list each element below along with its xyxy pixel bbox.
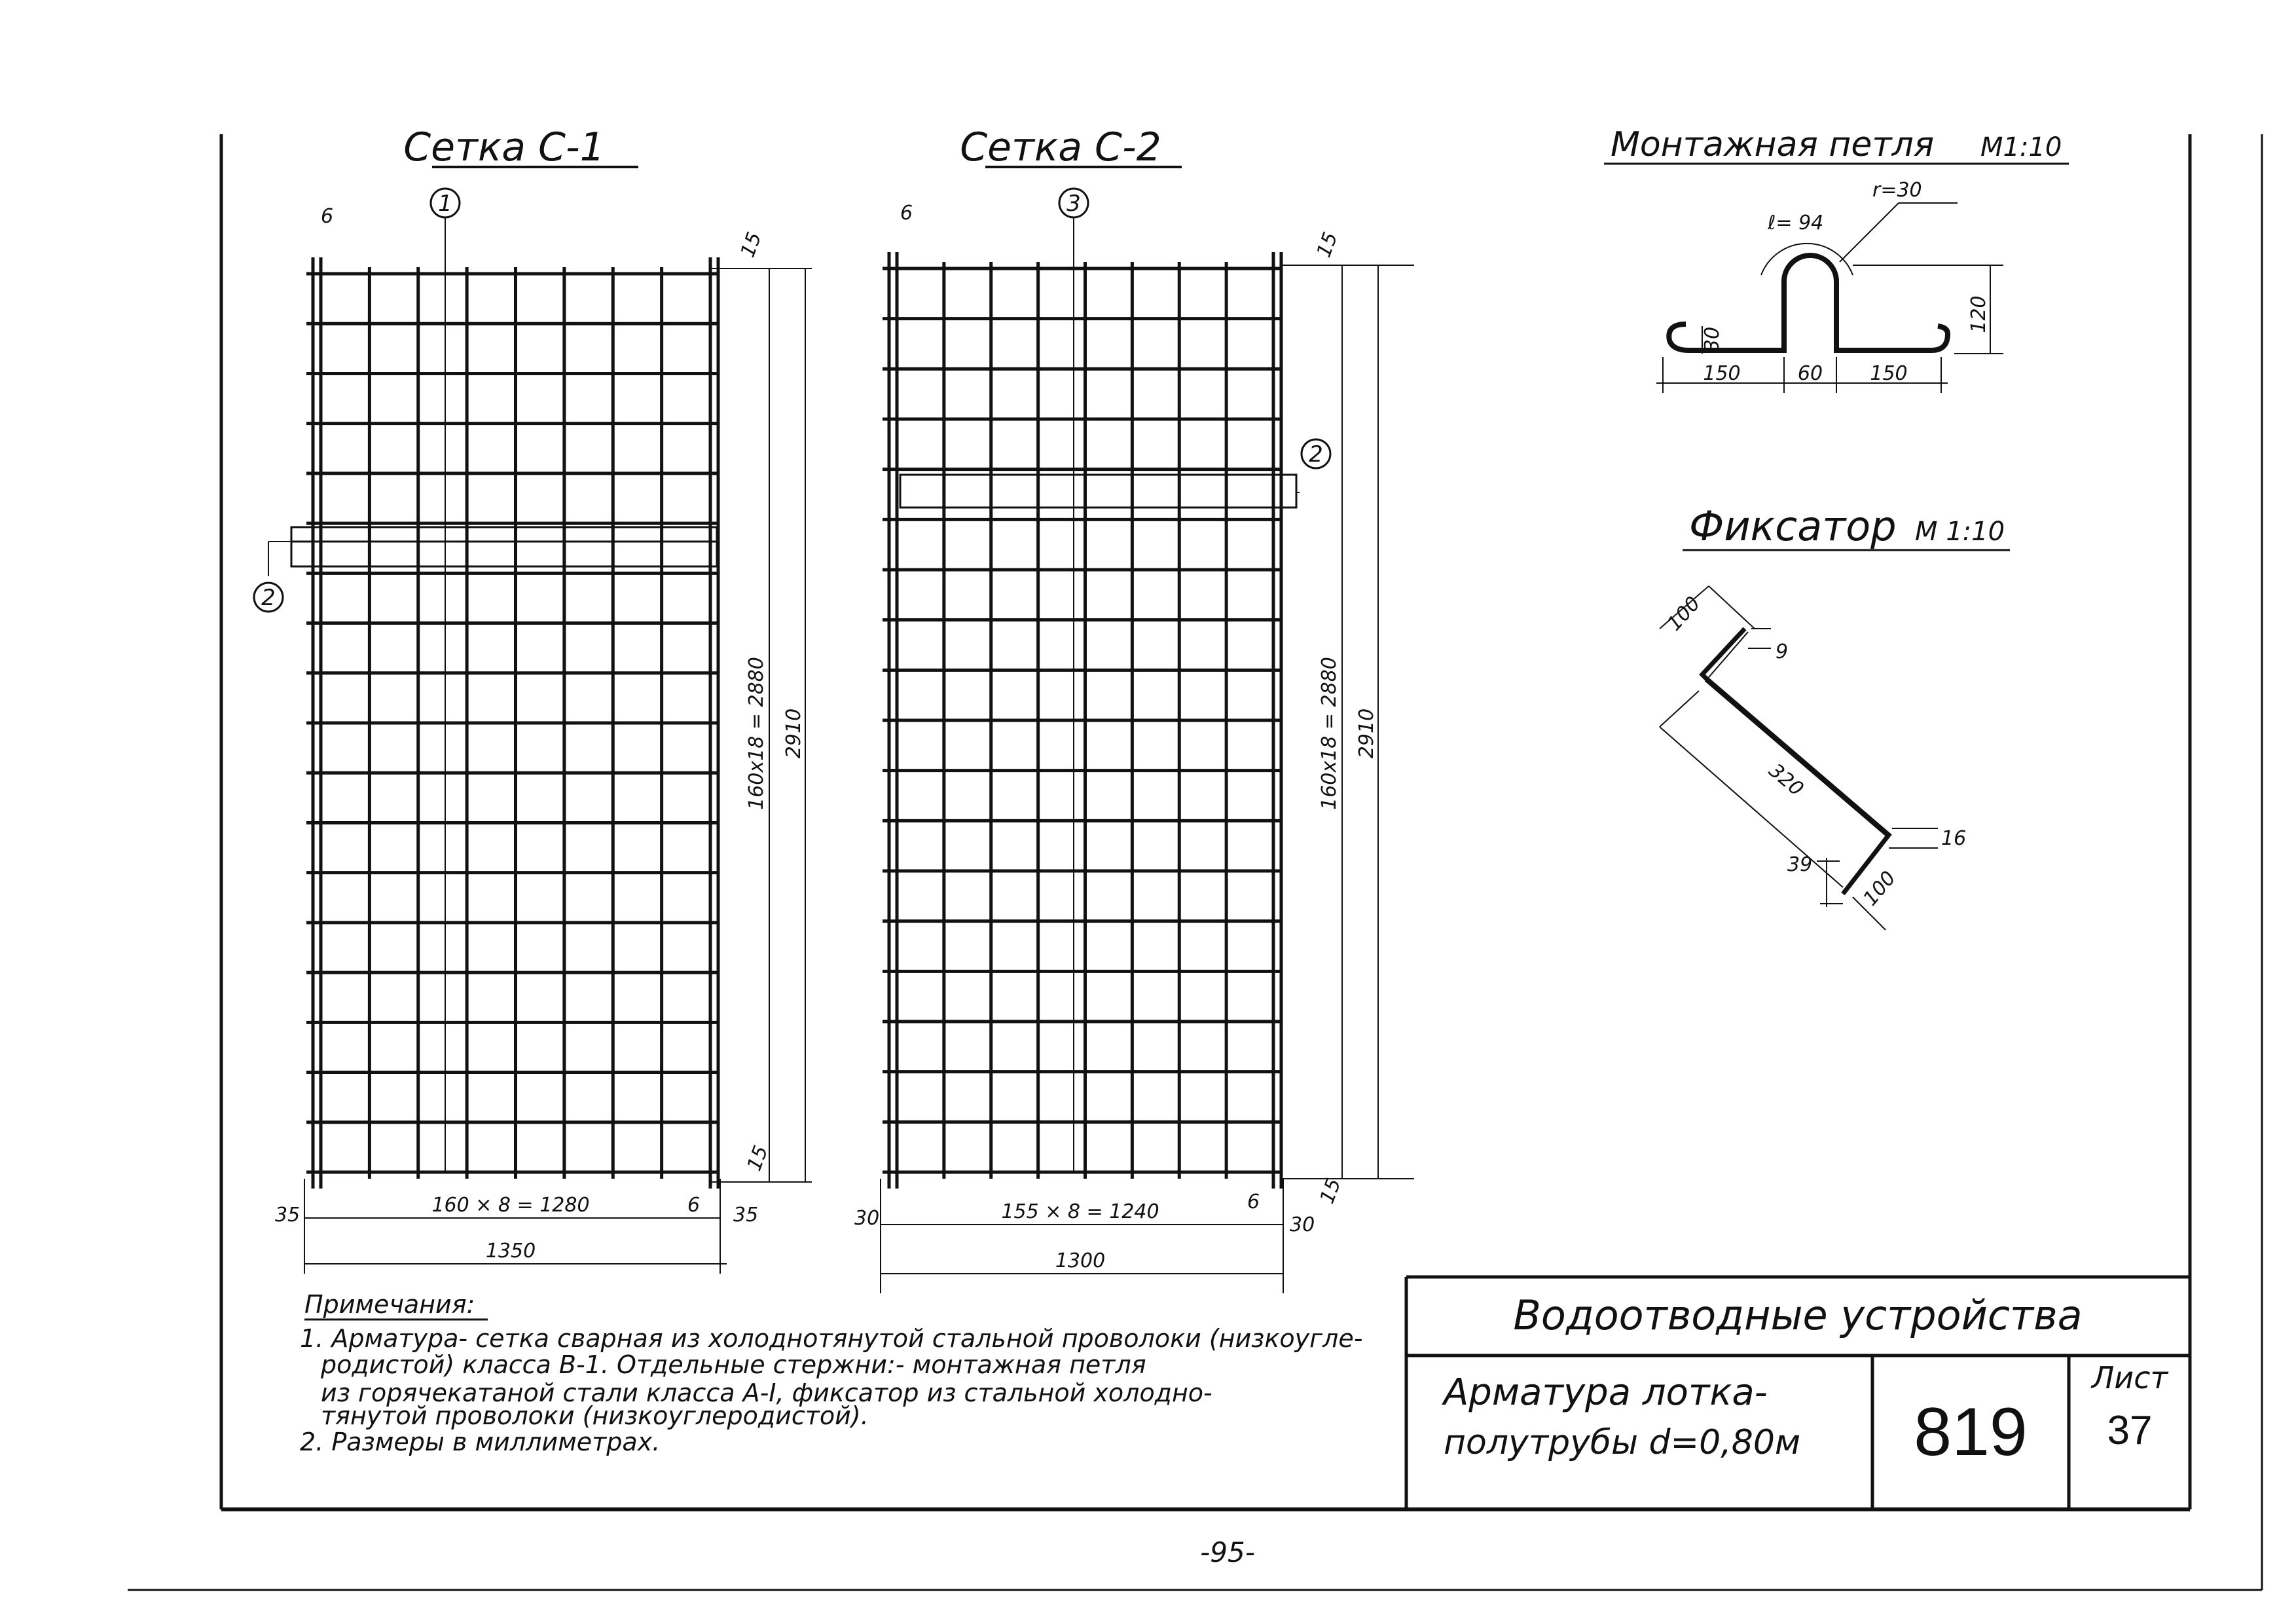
fixator-dim-bottom-bend: 16 <box>1941 827 1967 850</box>
fixator-dim-diagonal: 320 <box>1764 759 1808 801</box>
mesh-c1-dim-left-margin: 35 <box>275 1204 301 1227</box>
mesh-c1-title: Сетка С-1 <box>403 124 605 170</box>
mesh-c2-distributor-marker-label: 2 <box>1309 441 1323 468</box>
mesh-c1-dim-top-offset: 15 <box>736 229 767 261</box>
fixator-drawing <box>1660 502 2010 930</box>
mesh-c1-bar-marker-label: 1 <box>438 191 452 217</box>
fixator-scale: М 1:10 <box>1915 517 2005 547</box>
title-block-sheet-label: Лист <box>2091 1360 2168 1395</box>
mounting-loop-dim-length: ℓ= 94 <box>1768 212 1824 234</box>
mesh-c2-dim-horizontal-total: 1300 <box>1055 1249 1106 1272</box>
title-block-heading: Водоотводные устройства <box>1513 1291 2083 1339</box>
mounting-loop-dim-height: 120 <box>1967 295 1990 333</box>
mesh-c2-dim-bottom-offset: 15 <box>1315 1175 1346 1207</box>
title-block-doc-number: 819 <box>1914 1394 2028 1470</box>
notes-line-5: 2. Размеры в миллиметрах. <box>300 1428 661 1456</box>
mounting-loop-title: Монтажная петля <box>1611 125 1935 164</box>
fixator-dim-top-leg: 100 <box>1662 592 1705 636</box>
mounting-loop-dim-radius: r=30 <box>1872 179 1922 202</box>
notes-line-4: тянутой проволоки (низкоуглеродистой). <box>321 1401 869 1430</box>
mounting-loop-dim-left: 150 <box>1703 362 1741 385</box>
mesh-c1-grid <box>306 257 718 1189</box>
mesh-c1-dim-top-edge: 6 <box>321 205 334 228</box>
title-block <box>1406 1277 2190 1509</box>
mesh-c1-dim-horizontal-inner: 160 × 8 = 1280 <box>431 1194 590 1217</box>
page-number: -95- <box>1200 1536 1255 1568</box>
mesh-c2-dim-left-margin: 30 <box>854 1207 880 1230</box>
mesh-c1-dim-right-gap: 6 <box>687 1194 701 1217</box>
mesh-c2-drawing <box>854 124 1414 1293</box>
fixator-title: Фиксатор <box>1689 502 1897 550</box>
notes-line-3: из горячекатаной стали класса А-I, фиксатор из стальной холодно- <box>321 1378 1212 1407</box>
fixator-dim-top-bend: 9 <box>1776 640 1789 663</box>
mesh-c1-dim-horizontal-total: 1350 <box>485 1240 536 1263</box>
mesh-c1-dim-right-margin: 35 <box>733 1204 759 1227</box>
title-block-name-line-2: полутрубы d=0,80м <box>1444 1423 1801 1462</box>
mesh-c2-dim-horizontal-inner: 155 × 8 = 1240 <box>1001 1200 1159 1223</box>
mesh-c1-dim-vertical-total: 2910 <box>782 708 805 759</box>
title-block-name-line-1: Арматура лотка- <box>1444 1371 1768 1414</box>
mesh-c1-distributor-marker-label: 2 <box>261 585 276 611</box>
mesh-c2-dim-top-offset: 15 <box>1312 229 1343 261</box>
title-block-sheet-number: 37 <box>2107 1408 2153 1453</box>
mesh-c2-grid <box>883 252 1281 1189</box>
notes-line-1: 1. Арматура- сетка сварная из холоднотянутой стальной проволоки (низкоугле- <box>300 1324 1363 1353</box>
mesh-c1-dim-vertical-inner: 160х18 = 2880 <box>745 657 768 810</box>
mounting-loop-dim-mid: 60 <box>1797 362 1823 385</box>
mesh-c1-drawing <box>254 124 812 1274</box>
mesh-c2-dim-right-gap: 6 <box>1247 1190 1260 1213</box>
mounting-loop-scale: М1:10 <box>1980 132 2062 162</box>
fixator-dim-bottom-leg: 100 <box>1859 866 1901 911</box>
mesh-c2-title: Сетка С-2 <box>960 124 1161 170</box>
mounting-loop-dim-hook: 30 <box>1701 326 1724 352</box>
mesh-c2-bar-marker-label: 3 <box>1066 191 1081 217</box>
notes-heading: Примечания: <box>304 1290 475 1319</box>
mesh-c2-dim-vertical-inner: 160х18 = 2880 <box>1318 657 1341 810</box>
mesh-c2-dim-vertical-total: 2910 <box>1355 708 1378 759</box>
mesh-c2-dim-right-margin: 30 <box>1290 1213 1315 1236</box>
mounting-loop-dim-right: 150 <box>1870 362 1908 385</box>
mesh-c2-dim-top-edge: 6 <box>900 202 913 225</box>
notes-line-2: родистой) класса В-1. Отдельные стержни:- монтажная петля <box>321 1350 1146 1379</box>
fixator-dim-bottom-height: 39 <box>1787 853 1813 876</box>
mesh-c1-dim-bottom-offset: 15 <box>742 1142 773 1174</box>
mounting-loop-drawing <box>1604 125 2069 393</box>
notes-block <box>300 1290 1362 1456</box>
